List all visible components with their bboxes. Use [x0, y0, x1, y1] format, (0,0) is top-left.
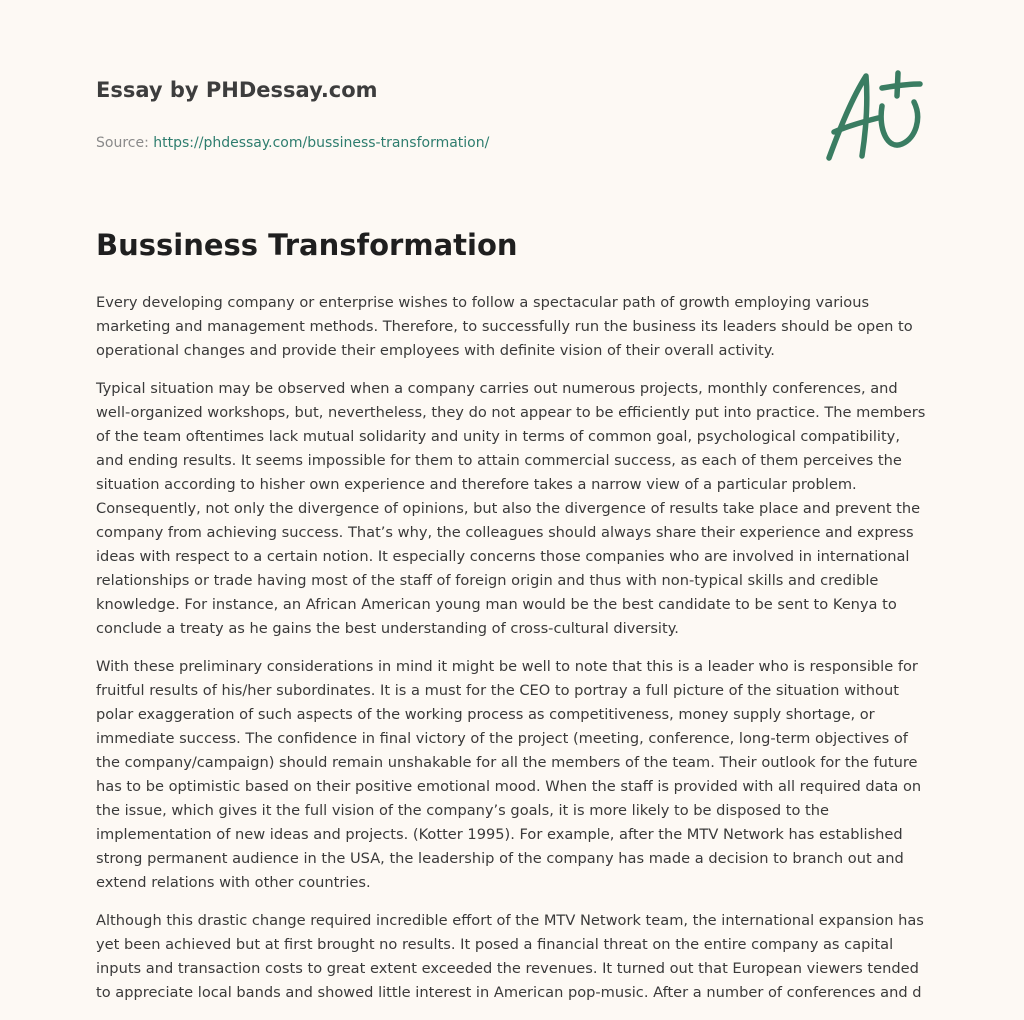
- site-title: Essay by PHDessay.com: [96, 78, 378, 102]
- paragraph: Although this drastic change required incredible effort of the MTV Network team, the international expansion has yet been achieved but at first brought no results. It posed a financial threat on the entire company as capital inputs and transaction costs to great extent exceeded the revenues. It turned out that European viewers tended to appreciate local bands and showed little interest in American pop-music. After a number of conferences and d: [96, 912, 924, 1001]
- paragraph: Every developing company or enterprise wishes to follow a spectacular path of growth employing various marketing and management methods. Therefore, to successfully run the business its leaders should be open to operational changes and provide their employees with definite vision of their overall activity.: [96, 294, 913, 359]
- a-plus-grade-icon: [822, 66, 932, 166]
- essay-article: [96, 225, 932, 1019]
- source-label: Source:: [96, 135, 154, 151]
- source-link[interactable]: https://phdessay.com/bussiness-transformation/: [153, 135, 490, 151]
- paragraph: Typical situation may be observed when a company carries out numerous projects, monthly conferences, and well-organized workshops, but, nevertheless, they do not appear to be efficiently put into practice. The members of the team oftentimes lack mutual solidarity and unity in terms of common goal, psychological compatibility, and ending results. It seems impossible for them to attain commercial success, as each of them perceives the situation according to hisher own experience and therefore takes a narrow view of a particular problem. Consequently, not only the divergence of opinions, but also the divergence of results take place and prevent the company from achieving success. That’s why, the colleagues should always share their experience and express ideas with respect to a certain notion. It especially concerns those companies who are involved in international relationships or trade having most of the staff of foreign origin and thus with non-typical skills and credible knowledge. For instance, an African American young man would be the best candidate to be sent to Kenya to conclude a treaty as he gains the best understanding of cross-cultural diversity.: [96, 380, 926, 637]
- paragraph: With these preliminary considerations in mind it might be well to note that this is a leader who is responsible for fruitful results of his/her subordinates. It is a must for the CEO to portray a full picture of the situation without polar exaggeration of such aspects of the working process as competitiveness, money supply shortage, or immediate success. The confidence in final victory of the project (meeting, conference, long-term objectives of the company/campaign) should remain unshakable for all the members of the team. Their outlook for the future has to be optimistic based on their positive emotional mood. When the staff is provided with all required data on the issue, which gives it the full vision of the company’s goals, it is more likely to be disposed to the implementation of new ideas and projects. (Kotter 1995). For example, after the MTV Network has established strong permanent audience in the USA, the leadership of the company has made a decision to branch out and extend relations with other countries.: [96, 658, 922, 891]
- essay-header: [96, 76, 796, 152]
- source-line: [96, 134, 796, 152]
- essay-title: Bussiness Transformation: [96, 228, 518, 262]
